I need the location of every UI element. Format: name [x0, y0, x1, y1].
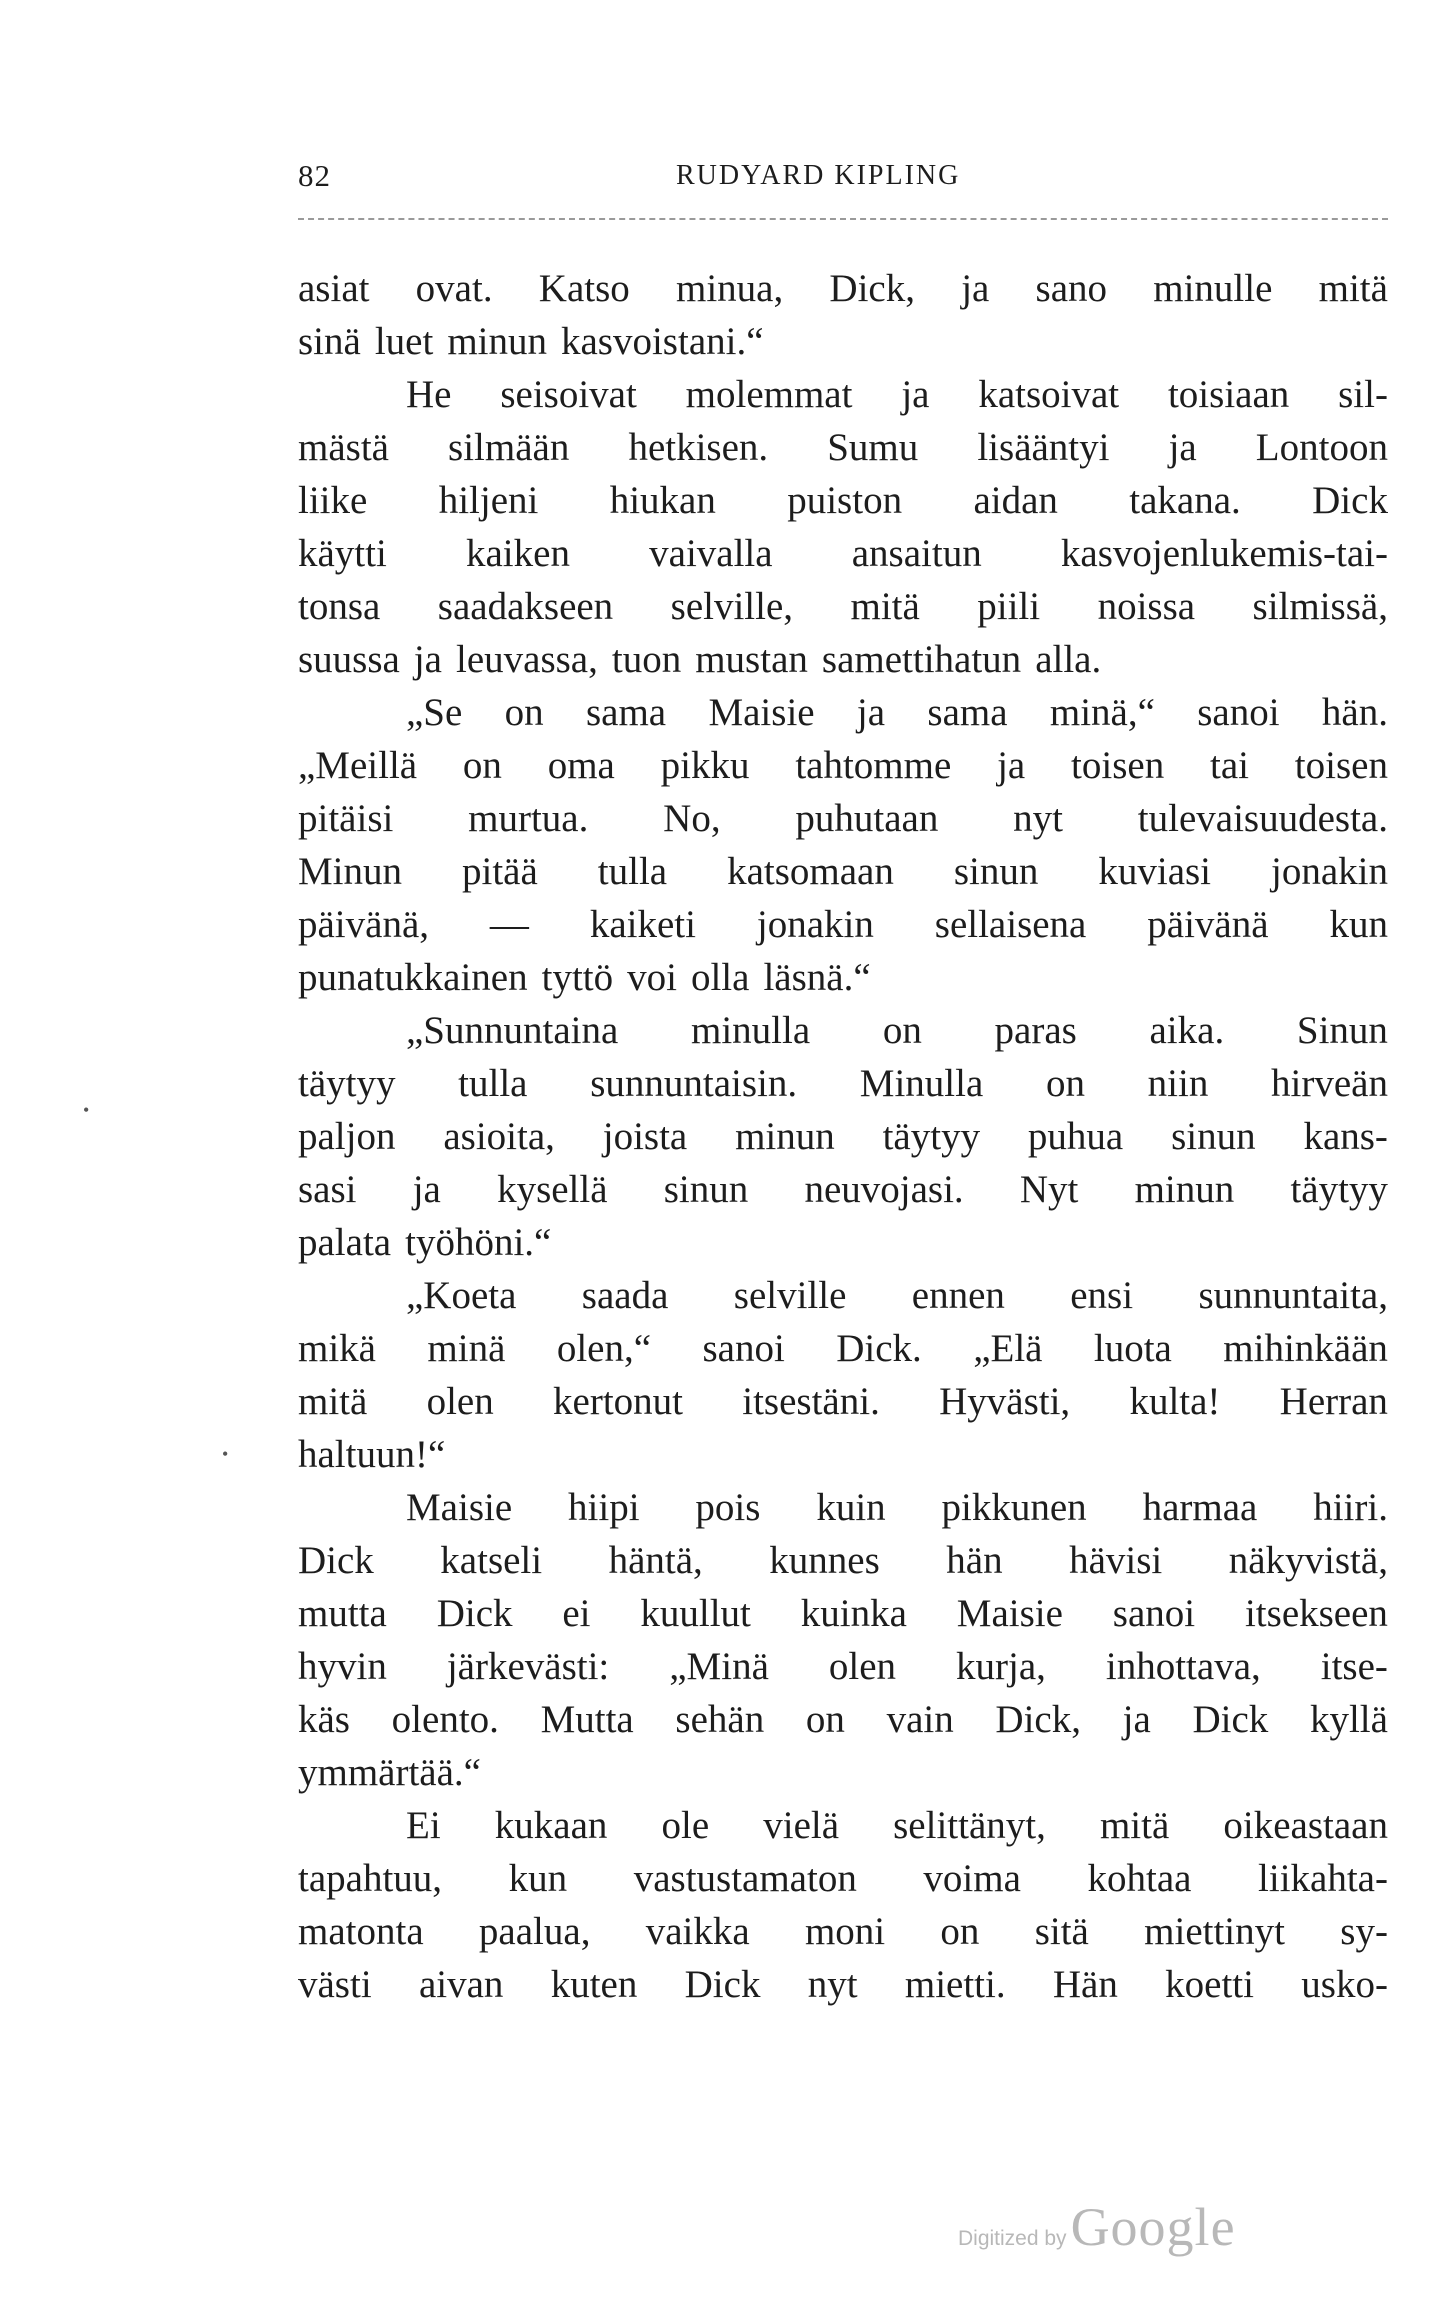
- text-line: suussa ja leuvassa, tuon mustan samettihatun alla.: [298, 638, 1102, 681]
- margin-speck: •: [83, 1100, 90, 1120]
- text-line: mästä silmään hetkisen. Sumu lisääntyi ja Lontoon: [298, 426, 1388, 469]
- running-head: RUDYARD KIPLING: [676, 160, 961, 191]
- text-line: Minun pitää tulla katsomaan sinun kuviasi jonakin: [298, 850, 1388, 893]
- text-line: paljon asioita, joista minun täytyy puhua sinun kans-: [298, 1115, 1388, 1158]
- body-text: [298, 262, 1388, 2011]
- text-line: „Meillä on oma pikku tahtomme ja toisen tai toisen: [298, 744, 1388, 787]
- text-line: Dick katseli häntä, kunnes hän hävisi näkyvistä,: [298, 1539, 1388, 1582]
- text-line: palata työhöni.“: [298, 1221, 552, 1264]
- text-line: punatukkainen tyttö voi olla läsnä.“: [298, 956, 871, 999]
- text-line: matonta paalua, vaikka moni on sitä miettinyt sy-: [298, 1910, 1388, 1953]
- watermark-prefix: Digitized by: [958, 2227, 1067, 2250]
- text-line: haltuun!“: [298, 1433, 446, 1476]
- text-line: „Koeta saada selville ennen ensi sunnuntaita,: [406, 1274, 1388, 1317]
- page-number: 82: [298, 158, 331, 193]
- text-line: ymmärtää.“: [298, 1751, 481, 1794]
- header-rule: [298, 218, 1388, 220]
- text-line: käs olento. Mutta sehän on vain Dick, ja Dick kyllä: [298, 1698, 1388, 1741]
- text-line: mutta Dick ei kuullut kuinka Maisie sanoi itsekseen: [298, 1592, 1388, 1635]
- text-line: mitä olen kertonut itsestäni. Hyvästi, kulta! Herran: [298, 1380, 1388, 1423]
- text-line: pitäisi murtua. No, puhutaan nyt tulevaisuudesta.: [298, 797, 1388, 840]
- google-logo: Google: [1070, 2197, 1236, 2257]
- text-line: „Se on sama Maisie ja sama minä,“ sanoi hän.: [406, 691, 1388, 734]
- text-line: „Sunnuntaina minulla on paras aika. Sinun: [406, 1009, 1388, 1052]
- text-line: Maisie hiipi pois kuin pikkunen harmaa hiiri.: [406, 1486, 1388, 1529]
- text-line: västi aivan kuten Dick nyt mietti. Hän koetti usko-: [298, 1963, 1388, 2006]
- text-line: He seisoivat molemmat ja katsoivat toisiaan sil-: [406, 373, 1388, 416]
- text-line: sasi ja kysellä sinun neuvojasi. Nyt minun täytyy: [298, 1168, 1388, 1211]
- text-line: tapahtuu, kun vastustamaton voima kohtaa liikahta-: [298, 1857, 1388, 1900]
- text-line: hyvin järkevästi: „Minä olen kurja, inhottava, itse-: [298, 1645, 1388, 1688]
- text-line: mikä minä olen,“ sanoi Dick. „Elä luota mihinkään: [298, 1327, 1388, 1370]
- text-line: päivänä, — kaiketi jonakin sellaisena päivänä kun: [298, 903, 1388, 946]
- text-line: käytti kaiken vaivalla ansaitun kasvojenlukemis-tai-: [298, 532, 1388, 575]
- margin-speck: •: [222, 1444, 229, 1464]
- digitized-watermark: [958, 2196, 1236, 2258]
- text-line: täytyy tulla sunnuntaisin. Minulla on niin hirveän: [298, 1062, 1388, 1105]
- text-line: tonsa saadakseen selville, mitä piili noissa silmissä,: [298, 585, 1388, 628]
- text-line: asiat ovat. Katso minua, Dick, ja sano minulle mitä: [298, 267, 1388, 310]
- text-line: liike hiljeni hiukan puiston aidan takana. Dick: [298, 479, 1388, 522]
- text-line: Ei kukaan ole vielä selittänyt, mitä oikeastaan: [406, 1804, 1388, 1847]
- text-line: sinä luet minun kasvoistani.“: [298, 320, 764, 363]
